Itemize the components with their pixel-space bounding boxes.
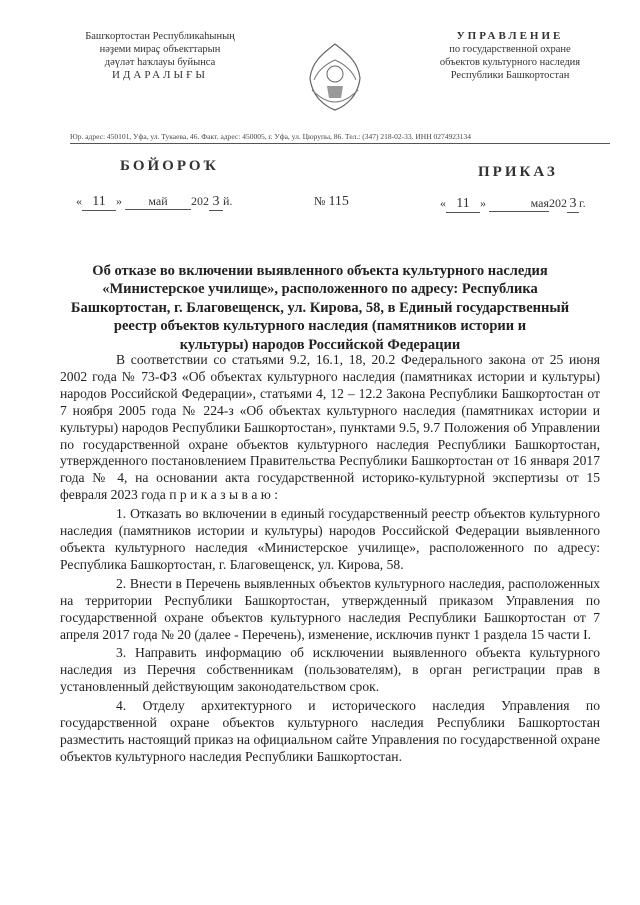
order-number-value: 115: [328, 194, 349, 209]
quote-close: »: [116, 194, 122, 208]
left-date: [76, 194, 232, 211]
right-date: [440, 196, 586, 213]
number-sign: №: [314, 194, 326, 208]
header-right-line: объектов культурного наследия: [439, 57, 581, 68]
title-line: «Министерское училище», расположенного по адресу: Республика: [102, 281, 538, 298]
left-date-day: 11: [82, 194, 116, 211]
header-right-block: [420, 30, 600, 82]
right-date-month: мая: [489, 196, 549, 212]
header-left-line: нәҙеми мираҫ объекттарын: [99, 44, 221, 55]
order-item-3: 3. Направить информацию об исключении выявленного объекта культурного наследия из Перечня собственникам (пользователям), в орган регистрации прав в установленный действующим законодательством срок.: [60, 645, 600, 695]
address-line: Юр. адрес: 450101, Уфа, ул. Тукаева, 46. Факт. адрес: 450005, г. Уфа, ул. Цюрупы, 86. Тел.: (347) 218-02-33. ИНН 0274923134: [70, 132, 472, 141]
left-date-year: 202: [191, 194, 209, 208]
header-right-line: по государственной охране: [449, 44, 571, 55]
preamble-paragraph: В соответствии со статьями 9.2, 16.1, 18, 20.2 Федерального закона от 25 июня 2002 года № 73-ФЗ «Об объектах культурного наследия (памятниках истории и культуры) народов Российской Федерации», статьями 4, 12 – 12.2 Закона Республики Башкортостан от 7 ноября 2005 года № 224-з «Об объектах культурного наследия (памятниках истории и культуры) народов Республики Башкортостан», пунктами 9.5, 9.7 Положения об Управлении по государственной охране объектов культурного наследия Республики Башкортостан, утвержденного постановлением Правительства Республики Башкортостан от 16 января 2017 года № 4, на основании акта государственной историко-культурной экспертизы от 15 февраля 2023 года п р и к а з ы в а ю :: [60, 352, 600, 503]
title-line: Об отказе во включении выявленного объекта культурного наследия: [92, 263, 548, 279]
header-right-line: Республики Башкортостан: [450, 70, 570, 81]
left-date-suffix: й.: [223, 194, 233, 208]
order-item-4: 4. Отделу архитектурного и исторического наследия Управления по государственной охране объектов культурного наследия Республики Башкортостан разместить настоящий приказ на официальном сайте Управления по государственной охране объектов культурного наследия Республики Башкортостан.: [60, 698, 600, 764]
right-date-day: 11: [446, 196, 480, 213]
header-left-block: [60, 30, 260, 82]
order-item-2: 2. Внести в Перечень выявленных объектов культурного наследия, расположенных на территории Республики Башкортостан, утвержденный приказом Управления по государственной охране объектов культурного наследия Республики Башкортостан от 7 апреля 2017 года № 20 (далее - Перечень), изменение, исключив пункт 1 раздела 15 части I.: [60, 575, 600, 642]
header-left-line: Башҡортостан Республикаһының: [85, 31, 235, 42]
document-title: [60, 262, 580, 354]
left-date-year-digit: 3: [209, 194, 223, 211]
right-date-year-digit: 3: [567, 196, 579, 213]
header-left-line: дәүләт һаҡлауы буйынса: [104, 57, 216, 68]
order-item-1: 1. Отказать во включении в единый государственный реестр объектов культурного наследия (памятников истории и культуры) народов Российской Федерации выявленного объекта культурного наследия «Министерское училище», расположенного по адресу: Республика Башкортостан, г. Благовещенск, ул. Кирова, 58.: [60, 506, 600, 572]
right-date-suffix: г.: [579, 196, 586, 210]
quote-close: »: [480, 196, 486, 210]
header-right-line: УПРАВЛЕНИЕ: [456, 30, 564, 42]
prikaz-label: ПРИКАЗ: [478, 164, 558, 180]
boiorok-label: БОЙОРОҠ: [120, 158, 219, 174]
title-line: Башкортостан, г. Благовещенск, ул. Кирова, 58, в Единый государственный: [70, 299, 570, 316]
order-number: [314, 194, 349, 210]
right-date-year: 202: [549, 196, 567, 210]
header-divider: [70, 143, 610, 144]
title-line: культуры) народов Российской Федерации: [179, 336, 461, 353]
left-date-month: май: [125, 194, 191, 210]
quote-open: «: [440, 196, 446, 210]
title-line: реестр объектов культурного наследия (памятников истории и: [113, 318, 527, 335]
coat-of-arms-emblem: [300, 40, 370, 112]
document-body: [60, 352, 600, 766]
quote-open: «: [76, 194, 82, 208]
header-left-line: ИДАРАЛЫҒЫ: [111, 69, 209, 81]
